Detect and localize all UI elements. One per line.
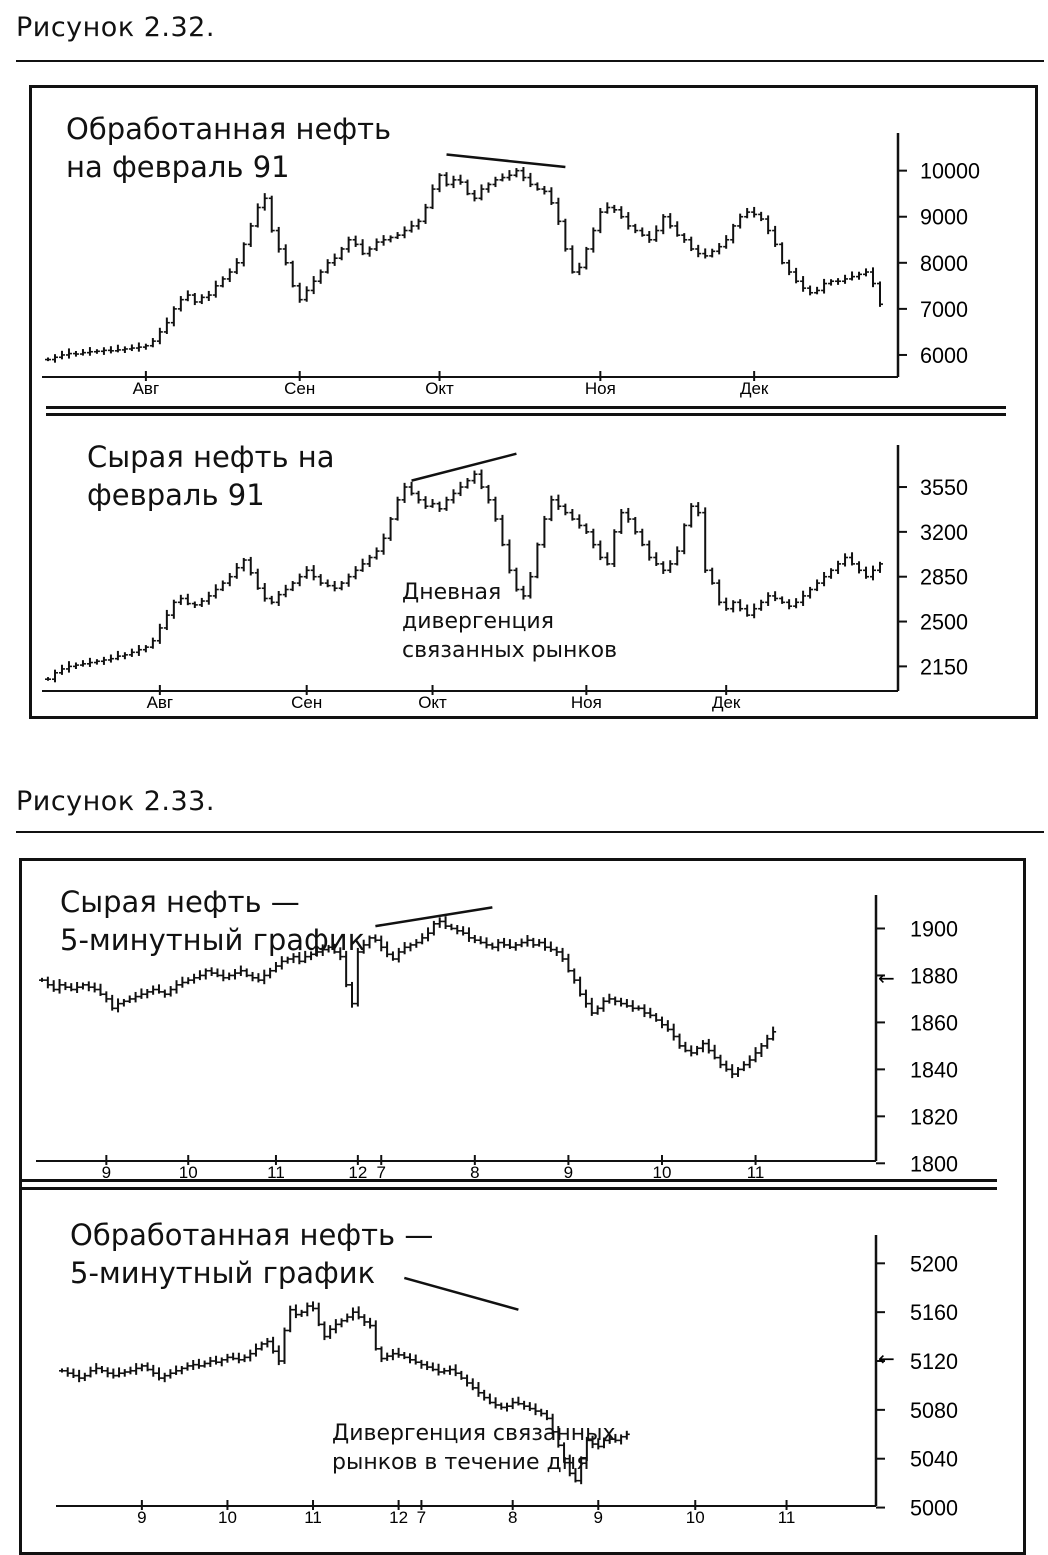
x-tick-label: Ноя <box>584 379 616 398</box>
y-tick-label: 1800 <box>910 1151 958 1177</box>
arrow-marker: ← <box>878 965 895 990</box>
x-tick-label: 10 <box>652 1163 672 1182</box>
chart-annotation: Дивергенция связанных рынков в течение дня <box>332 1421 616 1475</box>
chart-1 <box>42 133 980 398</box>
y-tick-label: 1860 <box>910 1010 958 1036</box>
y-tick-label: 3200 <box>920 519 968 545</box>
x-tick-label: Дек <box>711 693 741 712</box>
y-tick-label: 5120 <box>910 1349 958 1375</box>
x-tick-label: 9 <box>137 1508 147 1527</box>
y-tick-label: 5080 <box>910 1397 958 1423</box>
y-tick-label: 6000 <box>920 342 968 368</box>
x-tick-label: 11 <box>746 1163 765 1182</box>
x-tick-label: Ноя <box>570 693 602 712</box>
x-tick-label: 11 <box>267 1163 285 1182</box>
x-tick-label: Сен <box>284 379 316 398</box>
x-tick-label: 11 <box>777 1508 796 1527</box>
trendline <box>447 155 566 167</box>
x-tick-label: 7 <box>376 1163 386 1182</box>
x-tick-label: 8 <box>470 1163 480 1182</box>
x-tick-label: 9 <box>563 1163 574 1182</box>
y-tick-label: 5160 <box>910 1300 958 1326</box>
y-tick-label: 5000 <box>910 1495 958 1521</box>
figure-label-2-33: Рисунок 2.33. <box>16 786 215 817</box>
chart-title: Обработанная нефть на февраль 91 <box>66 112 392 184</box>
x-tick-label: Авг <box>132 379 160 398</box>
y-tick-label: 8000 <box>920 250 968 276</box>
x-tick-label: 10 <box>178 1163 198 1182</box>
y-tick-label: 9000 <box>920 204 968 230</box>
y-tick-label: 7000 <box>920 296 968 322</box>
chart-title: Сырая нефть на февраль 91 <box>87 440 335 512</box>
x-tick-label: Сен <box>291 693 323 712</box>
x-tick-label: Авг <box>146 693 174 712</box>
figure-label-2-32: Рисунок 2.32. <box>16 12 215 43</box>
x-tick-label: 11 <box>304 1508 322 1527</box>
x-tick-label: 9 <box>101 1163 112 1182</box>
x-tick-label: 10 <box>217 1508 237 1527</box>
y-tick-label: 1880 <box>910 963 958 989</box>
y-tick-label: 1820 <box>910 1104 958 1130</box>
y-tick-label: 5040 <box>910 1446 958 1472</box>
chart-4 <box>56 1235 958 1527</box>
x-tick-label: 10 <box>685 1508 705 1527</box>
arrow-marker: ← <box>878 1346 895 1371</box>
x-tick-label: Окт <box>418 693 447 712</box>
x-tick-label: 12 <box>389 1508 409 1527</box>
trendline <box>404 1278 518 1310</box>
y-tick-label: 3550 <box>920 475 968 501</box>
chart-3 <box>36 895 958 1182</box>
y-tick-label: 2150 <box>920 654 968 680</box>
x-tick-label: 8 <box>507 1508 518 1527</box>
chart-title: Обработанная нефть — 5-минутный график <box>70 1218 434 1290</box>
y-tick-label: 10000 <box>920 158 980 184</box>
x-tick-label: 7 <box>416 1508 427 1527</box>
chart-2 <box>42 445 968 712</box>
chart-title: Сырая нефть — 5-минутный график <box>60 885 366 957</box>
x-tick-label: 12 <box>348 1163 368 1182</box>
y-tick-label: 5200 <box>910 1251 958 1277</box>
chart-annotation: Дневная дивергенция связанных рынков <box>402 580 618 663</box>
x-tick-label: Дек <box>739 379 769 398</box>
trendline <box>412 454 517 481</box>
y-tick-label: 2850 <box>920 564 968 590</box>
x-tick-label: Окт <box>425 379 454 398</box>
y-tick-label: 2500 <box>920 609 968 635</box>
y-tick-label: 1900 <box>910 916 958 942</box>
y-tick-label: 1840 <box>910 1057 958 1083</box>
x-tick-label: 9 <box>593 1508 604 1527</box>
